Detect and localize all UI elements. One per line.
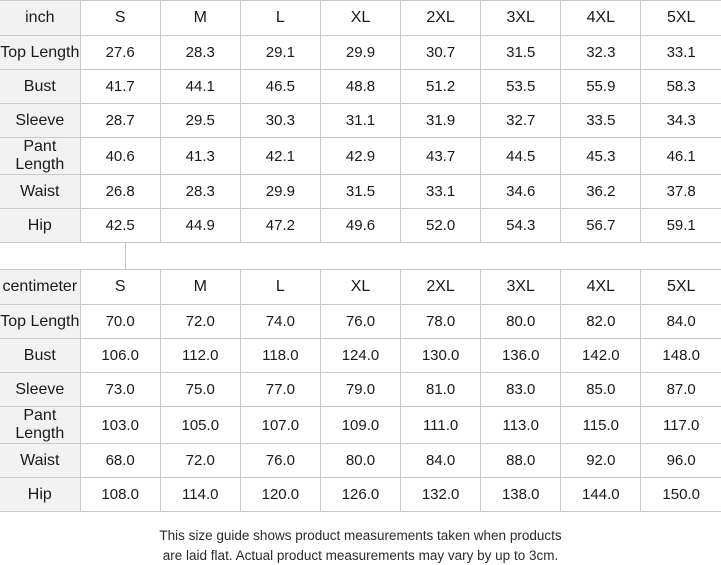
table-row <box>0 305 721 339</box>
cell: 29.1 <box>240 36 320 70</box>
cell: 51.2 <box>401 70 481 104</box>
cell: 103.0 <box>80 407 160 444</box>
cell: 58.3 <box>641 70 721 104</box>
cell: 74.0 <box>240 305 320 339</box>
cell: 85.0 <box>561 373 641 407</box>
cell: 76.0 <box>240 444 320 478</box>
row-label: Hip <box>0 209 80 243</box>
column-header-m: M <box>160 270 240 305</box>
cell: 138.0 <box>481 478 561 512</box>
cell: 29.5 <box>160 104 240 138</box>
cell: 37.8 <box>641 175 721 209</box>
size-table-inch <box>0 0 721 243</box>
cell: 78.0 <box>401 305 481 339</box>
cell: 80.0 <box>320 444 400 478</box>
size-table-centimeter <box>0 269 721 512</box>
cell: 132.0 <box>401 478 481 512</box>
cell: 76.0 <box>320 305 400 339</box>
cell: 34.3 <box>641 104 721 138</box>
cell: 107.0 <box>240 407 320 444</box>
column-header-2xl: 2XL <box>401 1 481 36</box>
cell: 44.9 <box>160 209 240 243</box>
row-label: Sleeve <box>0 373 80 407</box>
cell: 30.7 <box>401 36 481 70</box>
cell: 112.0 <box>160 339 240 373</box>
column-header-3xl: 3XL <box>481 270 561 305</box>
cell: 117.0 <box>641 407 721 444</box>
row-label: Hip <box>0 478 80 512</box>
cell: 88.0 <box>481 444 561 478</box>
cell: 142.0 <box>561 339 641 373</box>
column-header-4xl: 4XL <box>561 1 641 36</box>
row-label: Bust <box>0 339 80 373</box>
cell: 130.0 <box>401 339 481 373</box>
footnote-line-1: This size guide shows product measurements taken when products <box>0 526 721 546</box>
cell: 70.0 <box>80 305 160 339</box>
unit-label-centimeter: centimeter <box>0 270 80 305</box>
table-row <box>0 407 721 444</box>
cell: 120.0 <box>240 478 320 512</box>
spacer-cell-right <box>126 243 721 269</box>
cell: 28.7 <box>80 104 160 138</box>
cell: 28.3 <box>160 36 240 70</box>
cell: 42.9 <box>320 138 400 175</box>
row-label: Pant Length <box>0 138 80 175</box>
cell: 113.0 <box>481 407 561 444</box>
cell: 46.1 <box>641 138 721 175</box>
cell: 84.0 <box>401 444 481 478</box>
table-row <box>0 339 721 373</box>
table-row <box>0 70 721 104</box>
cell: 144.0 <box>561 478 641 512</box>
table-header-row <box>0 270 721 305</box>
table-row <box>0 138 721 175</box>
cell: 40.6 <box>80 138 160 175</box>
cell: 31.5 <box>481 36 561 70</box>
table-row <box>0 444 721 478</box>
cell: 28.3 <box>160 175 240 209</box>
column-header-m: M <box>160 1 240 36</box>
cell: 54.3 <box>481 209 561 243</box>
column-header-xl: XL <box>320 270 400 305</box>
cell: 75.0 <box>160 373 240 407</box>
cell: 41.7 <box>80 70 160 104</box>
column-header-s: S <box>80 1 160 36</box>
cell: 79.0 <box>320 373 400 407</box>
column-header-xl: XL <box>320 1 400 36</box>
cell: 56.7 <box>561 209 641 243</box>
cell: 124.0 <box>320 339 400 373</box>
column-header-l: L <box>240 1 320 36</box>
column-header-l: L <box>240 270 320 305</box>
cell: 30.3 <box>240 104 320 138</box>
cell: 43.7 <box>401 138 481 175</box>
cell: 42.5 <box>80 209 160 243</box>
cell: 33.5 <box>561 104 641 138</box>
cell: 44.5 <box>481 138 561 175</box>
column-header-2xl: 2XL <box>401 270 481 305</box>
cell: 84.0 <box>641 305 721 339</box>
size-guide-footnote <box>0 512 721 565</box>
row-label: Waist <box>0 175 80 209</box>
cell: 87.0 <box>641 373 721 407</box>
cell: 29.9 <box>320 36 400 70</box>
table-header-row <box>0 1 721 36</box>
cell: 77.0 <box>240 373 320 407</box>
row-label: Pant Length <box>0 407 80 444</box>
unit-label-inch: inch <box>0 1 80 36</box>
cell: 46.5 <box>240 70 320 104</box>
cell: 118.0 <box>240 339 320 373</box>
table-row <box>0 36 721 70</box>
cell: 47.2 <box>240 209 320 243</box>
cell: 26.8 <box>80 175 160 209</box>
cell: 55.9 <box>561 70 641 104</box>
cell: 59.1 <box>641 209 721 243</box>
cell: 80.0 <box>481 305 561 339</box>
cell: 32.7 <box>481 104 561 138</box>
column-header-s: S <box>80 270 160 305</box>
cell: 81.0 <box>401 373 481 407</box>
cell: 36.2 <box>561 175 641 209</box>
cell: 111.0 <box>401 407 481 444</box>
cell: 41.3 <box>160 138 240 175</box>
table-row <box>0 104 721 138</box>
row-label: Sleeve <box>0 104 80 138</box>
row-label: Waist <box>0 444 80 478</box>
cell: 49.6 <box>320 209 400 243</box>
row-label: Top Length <box>0 305 80 339</box>
cell: 72.0 <box>160 444 240 478</box>
cell: 82.0 <box>561 305 641 339</box>
cell: 34.6 <box>481 175 561 209</box>
cell: 108.0 <box>80 478 160 512</box>
cell: 106.0 <box>80 339 160 373</box>
cell: 150.0 <box>641 478 721 512</box>
table-row <box>0 175 721 209</box>
cell: 115.0 <box>561 407 641 444</box>
table-row <box>0 478 721 512</box>
cell: 114.0 <box>160 478 240 512</box>
cell: 73.0 <box>80 373 160 407</box>
row-label: Top Length <box>0 36 80 70</box>
cell: 33.1 <box>401 175 481 209</box>
column-header-3xl: 3XL <box>481 1 561 36</box>
cell: 27.6 <box>80 36 160 70</box>
cell: 83.0 <box>481 373 561 407</box>
table-spacer <box>0 243 721 269</box>
cell: 42.1 <box>240 138 320 175</box>
cell: 92.0 <box>561 444 641 478</box>
cell: 33.1 <box>641 36 721 70</box>
cell: 136.0 <box>481 339 561 373</box>
cell: 31.9 <box>401 104 481 138</box>
cell: 105.0 <box>160 407 240 444</box>
column-header-5xl: 5XL <box>641 1 721 36</box>
column-header-4xl: 4XL <box>561 270 641 305</box>
cell: 31.1 <box>320 104 400 138</box>
cell: 148.0 <box>641 339 721 373</box>
cell: 53.5 <box>481 70 561 104</box>
table-row <box>0 209 721 243</box>
cell: 68.0 <box>80 444 160 478</box>
cell: 126.0 <box>320 478 400 512</box>
cell: 32.3 <box>561 36 641 70</box>
cell: 96.0 <box>641 444 721 478</box>
column-header-5xl: 5XL <box>641 270 721 305</box>
cell: 44.1 <box>160 70 240 104</box>
row-label: Bust <box>0 70 80 104</box>
cell: 45.3 <box>561 138 641 175</box>
cell: 72.0 <box>160 305 240 339</box>
spacer-cell-left <box>0 243 126 269</box>
table-row <box>0 373 721 407</box>
cell: 31.5 <box>320 175 400 209</box>
cell: 52.0 <box>401 209 481 243</box>
cell: 109.0 <box>320 407 400 444</box>
cell: 29.9 <box>240 175 320 209</box>
cell: 48.8 <box>320 70 400 104</box>
footnote-line-2: are laid flat. Actual product measurements may vary by up to 3cm. <box>0 546 721 565</box>
